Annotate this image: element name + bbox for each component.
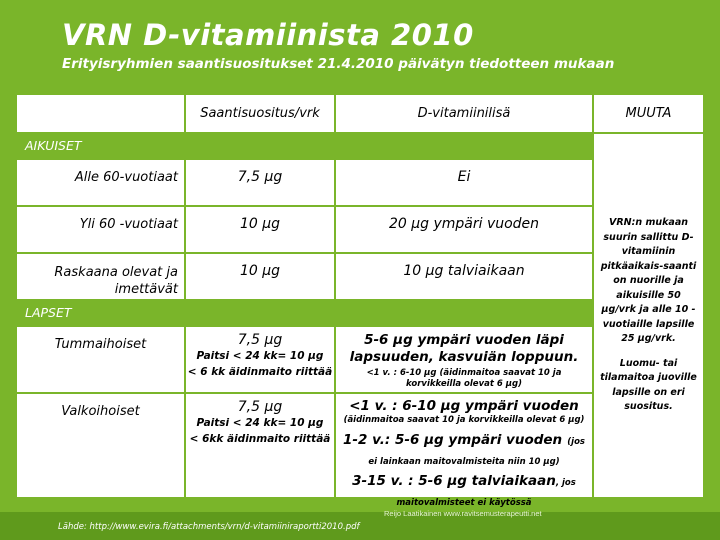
row-light-intake (186, 394, 334, 497)
row-light-supp-line3-note: , jos maitovalmisteet ei käytössä (396, 478, 576, 508)
header-empty (17, 95, 184, 132)
row-under60-supplement: Ei (336, 160, 592, 205)
footer-author: Reijo Laatikainen www.ravitsemusterapeutti.net (384, 509, 542, 518)
row-dark-intake-main: 7,5 µg (237, 332, 283, 348)
row-over60-label: Yli 60 -vuotiaat (17, 207, 184, 252)
row-dark-supp-note: <1 v. : 6-10 µg (äidinmaitoa saavat 10 ja korvikkeilla olevat 6 µg) (366, 368, 562, 389)
other-note-max-intake: VRN:n mukaan suurin sallittu D-vitamiinin pitkäaikais-saanti on nuorille ja aikuisille 50 µg/vrk ja alle 10 -vuotiaille lapsille 25 µg/vrk. (600, 217, 697, 344)
row-light-intake-note2: < 6kk äidinmaito riittää (189, 433, 331, 445)
row-pregnant-supplement: 10 µg talviaikaan (336, 254, 592, 299)
section-adults: AIKUISET (17, 134, 592, 158)
row-pregnant-intake: 10 µg (186, 254, 334, 299)
row-light-supp-line3: 3-15 v. : 5-6 µg talviaikaan (352, 473, 556, 489)
page-subtitle: Erityisryhmien saantisuositukset 21.4.2010 päivätyn tiedotteen mukaan (62, 56, 615, 72)
row-dark-intake-note1: Paitsi < 24 kk= 10 µg (196, 350, 324, 362)
row-light-supp-line1-note: (äidinmaitoa saavat 10 ja korvikkeilla olevat 6 µg) (343, 415, 585, 425)
footer-source: Lähde: http://www.evira.fi/attachments/vrn/d-vitamiiniraportti2010.pdf (58, 522, 360, 532)
section-children: LAPSET (17, 301, 592, 325)
row-over60-intake: 10 µg (186, 207, 334, 252)
header-other: MUUTA (594, 95, 703, 132)
row-light-supp-line1: <1 v. : 6-10 µg ympäri vuoden (349, 398, 579, 414)
row-light-label: Valkoihoiset (17, 394, 184, 497)
row-pregnant-label: Raskaana olevat ja imettävät (17, 254, 184, 299)
row-light-supp-line2: 1-2 v.: 5-6 µg ympäri vuoden (343, 432, 563, 448)
page-title: VRN D-vitamiinista 2010 (62, 18, 474, 52)
row-light-intake-note1: Paitsi < 24 kk= 10 µg (196, 417, 324, 429)
row-light-supp-line2-note: (jos ei lainkaan maitovalmisteita niin 10 µg) (368, 437, 585, 467)
header-supplement: D-vitamiinilisä (336, 95, 592, 132)
row-dark-intake-note2: < 6 kk äidinmaito riittää (187, 366, 333, 378)
row-dark-supp-main: 5-6 µg ympäri vuoden läpi lapsuuden, kasvuiän loppuun. (349, 332, 579, 365)
row-light-intake-main: 7,5 µg (237, 399, 283, 415)
other-note-organic-milk: Luomu- tai tilamaitoa juoville lapsille on eri suositus. (600, 357, 697, 412)
header-intake: Saantisuositus/vrk (186, 95, 334, 132)
row-light-supplement (336, 394, 592, 508)
row-under60-intake: 7,5 µg (186, 160, 334, 205)
recommendation-table (17, 95, 703, 508)
row-dark-label: Tummaihoiset (17, 327, 184, 392)
row-dark-intake (186, 327, 334, 392)
row-light-supp-line2-wrap (342, 429, 586, 468)
row-under60-label: Alle 60-vuotiaat (17, 160, 184, 205)
other-notes-cell (594, 134, 703, 497)
row-dark-supplement (336, 327, 592, 392)
row-light-supp-line3-wrap (342, 470, 586, 509)
row-over60-supplement: 20 µg ympäri vuoden (336, 207, 592, 252)
